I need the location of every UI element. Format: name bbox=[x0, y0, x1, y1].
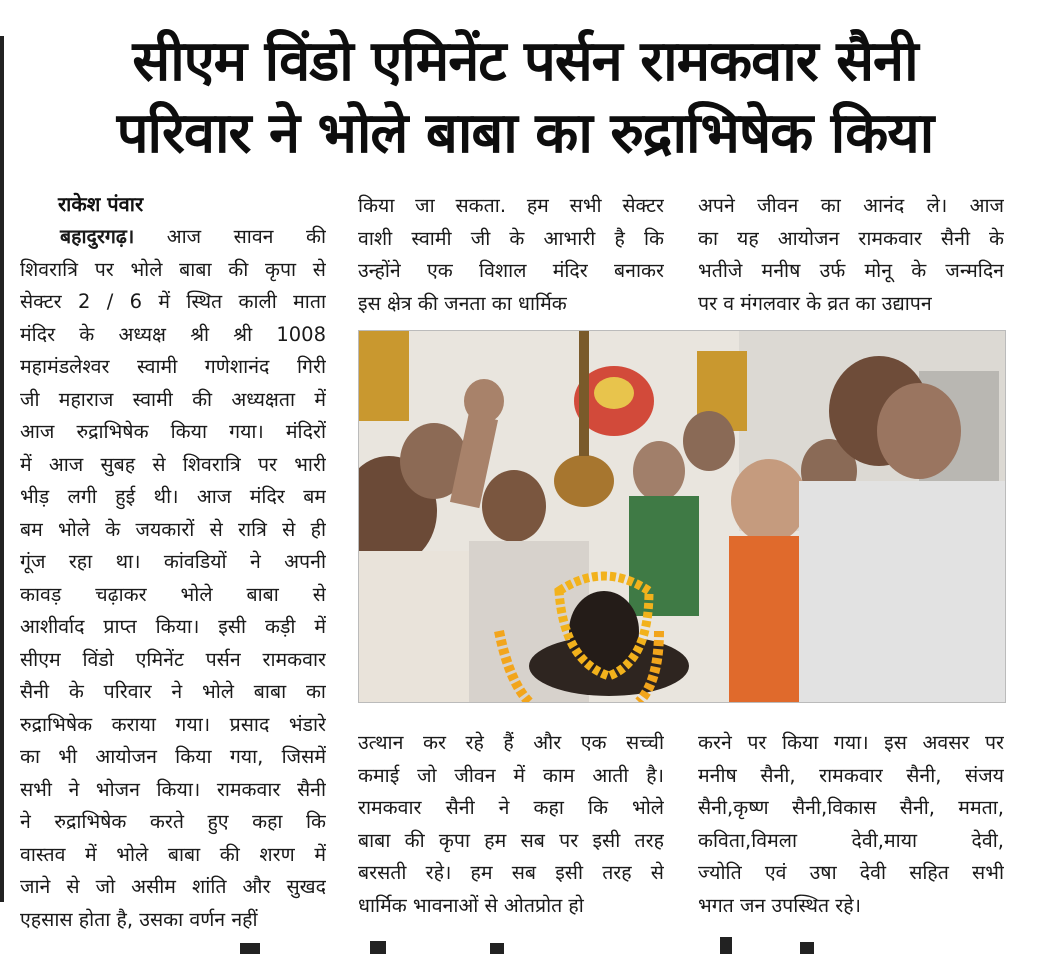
article-line: किया जा सकता. हम सभी सेक्टर bbox=[358, 194, 664, 217]
article-line: सेक्टर 2 / 6 में स्थित काली माता bbox=[20, 290, 326, 313]
article-line: बम भोले के जयकारों से रात्रि से ही bbox=[20, 517, 326, 541]
article-line: भीड़ लगी हुई थी। आज मंदिर बम bbox=[20, 485, 326, 508]
next-headline-fragment bbox=[200, 935, 900, 954]
article-line: वाशी स्वामी जी के आभारी है कि bbox=[358, 226, 664, 250]
article-line: शिवरात्रि पर भोले बाबा की कृपा से bbox=[20, 257, 326, 281]
article-line: सभी ने भोजन किया। रामकवार सैनी bbox=[20, 777, 326, 801]
article-line: अपने जीवन का आनंद ले। आज bbox=[698, 194, 1004, 217]
article-line bbox=[20, 221, 326, 254]
article-line: कविता,विमला देवी,माया देवी, bbox=[698, 828, 1004, 852]
article-line: जाने से जो असीम शांति और सुखद bbox=[20, 875, 326, 898]
article-line: रामकवार सैनी ने कहा कि भोले bbox=[358, 796, 664, 819]
article-line: भगत जन उपस्थित रहे। bbox=[698, 893, 861, 917]
article-line: का यह आयोजन रामकवार सैनी के bbox=[698, 226, 1004, 250]
column-rule bbox=[0, 36, 4, 902]
article-column-3-top bbox=[698, 190, 1004, 320]
headline-line-2: परिवार ने भोले बाबा का रुद्राभिषेक किया bbox=[116, 101, 934, 166]
article-line: बाबा की कृपा हम सब पर इसी तरह bbox=[358, 828, 664, 852]
article-line: कमाई जो जीवन में काम आती है। bbox=[358, 763, 664, 787]
article-line: ने रुद्राभिषेक करते हुए कहा कि bbox=[20, 810, 326, 833]
article-line: कावड़ चढ़ाकर भोले बाबा से bbox=[20, 582, 326, 606]
article-line: महामंडलेश्वर स्वामी गणेशानंद गिरी bbox=[20, 355, 326, 378]
event-photo bbox=[358, 330, 1006, 703]
headline-line-1: सीएम विंडो एमिनेंट पर्सन रामकवार सैनी bbox=[132, 29, 918, 94]
article-line: रुद्राभिषेक कराया गया। प्रसाद भंडारे bbox=[20, 712, 326, 736]
article-line: एहसास होता है, उसका वर्णन नहीं bbox=[20, 907, 258, 931]
byline: राकेश पंवार bbox=[58, 192, 144, 216]
article-line: मनीष सैनी, रामकवार सैनी, संजय bbox=[698, 763, 1004, 787]
article-column-2-bottom bbox=[358, 727, 664, 922]
article-line: बरसती रहे। हम सब इसी तरह से bbox=[358, 861, 664, 884]
article-line: का भी आयोजन किया गया, जिसमें bbox=[20, 745, 326, 768]
article-column-3-bottom bbox=[698, 727, 1004, 922]
article-line: गूंज रहा था। कांवडियों ने अपनी bbox=[20, 550, 326, 573]
article-line: इस क्षेत्र की जनता का धार्मिक bbox=[358, 291, 567, 315]
article-line: उन्होंने एक विशाल मंदिर बनाकर bbox=[358, 259, 664, 282]
article-column-2-top bbox=[358, 190, 664, 320]
article-line: ज्योति एवं उषा देवी सहित सभी bbox=[698, 861, 1004, 884]
article-line: वास्तव में भोले बाबा की शरण में bbox=[20, 842, 326, 866]
article-line: आज रुद्राभिषेक किया गया। मंदिरों bbox=[20, 420, 326, 443]
article-line-text: आज सावन की bbox=[166, 225, 326, 248]
article-line: भतीजे मनीष उर्फ मोनू के जन्मदिन bbox=[698, 259, 1004, 282]
article-line: धार्मिक भावनाओं से ओतप्रोत हो bbox=[358, 893, 584, 917]
article-line: मंदिर के अध्यक्ष श्री श्री 1008 bbox=[20, 322, 326, 346]
article-line: सैनी के परिवार ने भोले बाबा का bbox=[20, 680, 326, 703]
article-line: जी महाराज स्वामी की अध्यक्षता में bbox=[20, 387, 326, 411]
article-line: उत्थान कर रहे हैं और एक सच्ची bbox=[358, 731, 664, 754]
article-line: करने पर किया गया। इस अवसर पर bbox=[698, 731, 1004, 754]
dateline-place: बहादुरगढ़। bbox=[60, 225, 135, 248]
article-line: में आज सुबह से शिवरात्रि पर भारी bbox=[20, 452, 326, 476]
article-line: सैनी,कृष्ण सैनी,विकास सैनी, ममता, bbox=[698, 796, 1004, 819]
headline bbox=[20, 26, 1030, 170]
article-column-1 bbox=[20, 221, 326, 936]
article-line: आशीर्वाद प्राप्त किया। इसी कड़ी में bbox=[20, 615, 326, 638]
article-line: सीएम विंडो एमिनेंट पर्सन रामकवार bbox=[20, 647, 326, 671]
photo-illustration bbox=[359, 331, 1005, 702]
article-line: पर व मंगलवार के व्रत का उद्यापन bbox=[698, 291, 932, 315]
